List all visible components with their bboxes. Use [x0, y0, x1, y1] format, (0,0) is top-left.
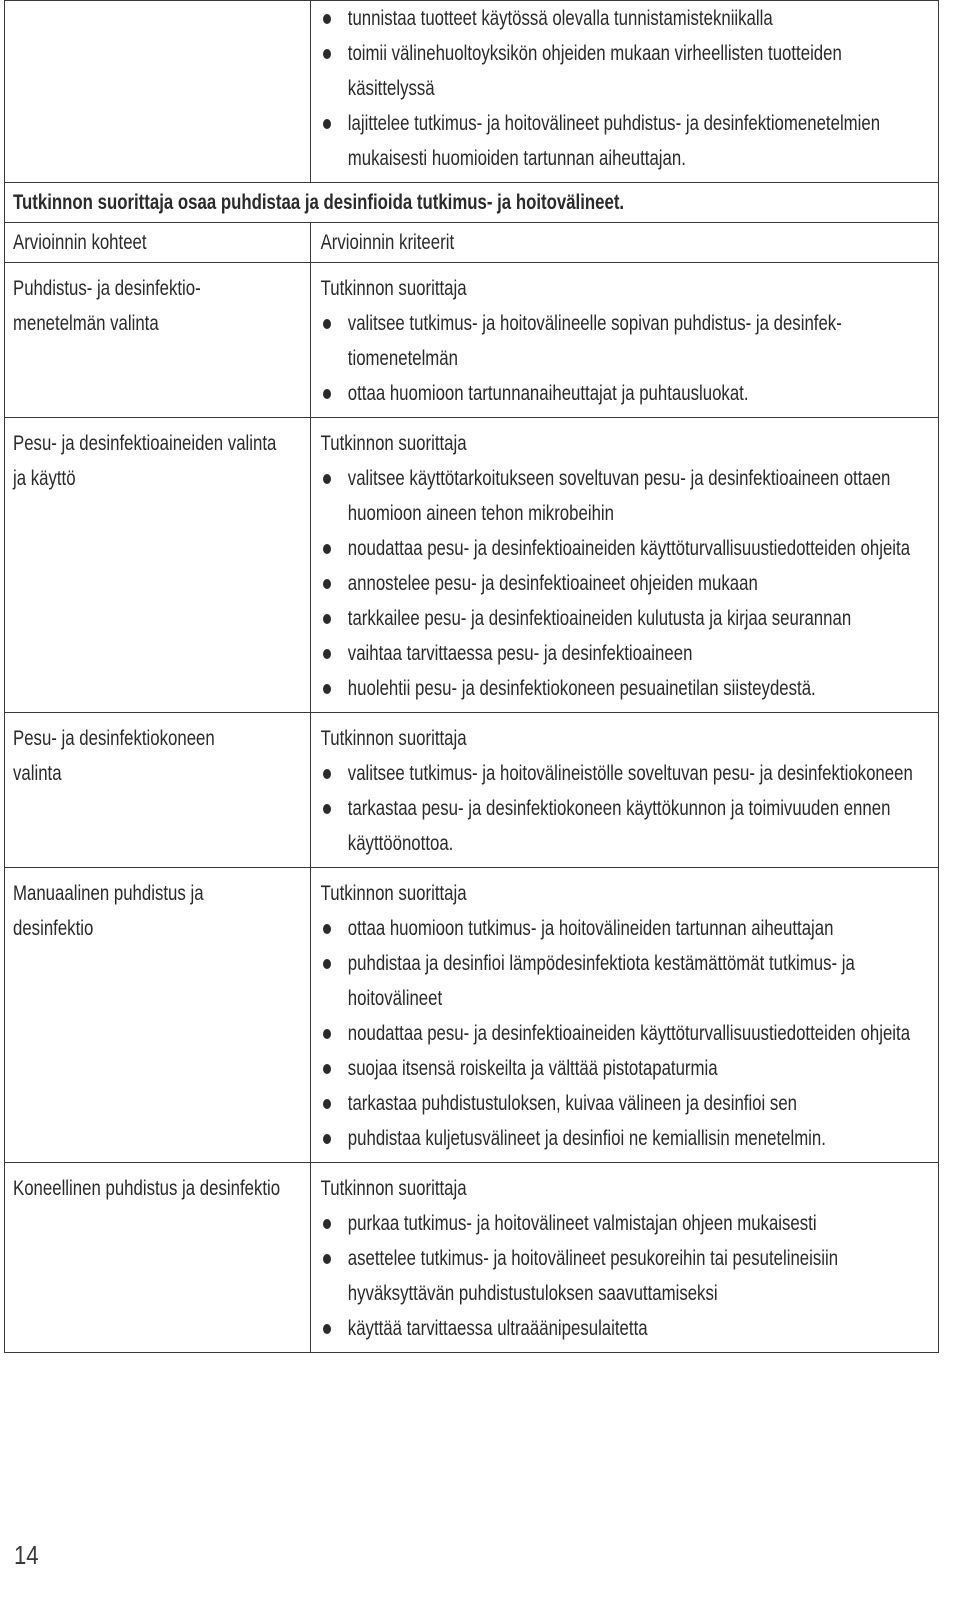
column-header-row	[5, 223, 939, 263]
list-item: noudattaa pesu- ja desinfektioaineiden käyttöturvallisuustiedotteiden ohjeita	[321, 1016, 933, 1051]
list-item: puhdistaa ja desinfioi lämpödesinfektiota kestämättömät tutkimus- ja hoitovälineet	[321, 946, 933, 1016]
criteria-list	[321, 306, 933, 411]
list-item: tarkastaa puhdistustuloksen, kuivaa välineen ja desinfioi sen	[321, 1086, 933, 1121]
criteria-list	[321, 461, 933, 706]
target-cell	[5, 263, 311, 418]
target-label: Manuaalinen puhdistus ja desinfektio	[13, 882, 204, 940]
target-label: Pesu- ja desinfektiokoneen valinta	[13, 727, 215, 785]
target-label: Koneellinen puhdistus ja desinfektio	[13, 1177, 281, 1200]
list-item: ottaa huomioon tutkimus- ja hoitovälineiden tartunnan aiheuttajan	[321, 911, 933, 946]
criteria-intro: Tutkinnon suorittaja	[320, 727, 467, 750]
list-item: valitsee käyttötarkoitukseen soveltuvan pesu- ja desinfektioaineen ottaen huomioon aineen tehon mikrobeihin	[321, 461, 933, 531]
continued-target-cell	[5, 1, 311, 183]
target-cell	[5, 713, 311, 868]
target-cell	[5, 418, 311, 713]
section-heading-cell	[5, 183, 939, 223]
continued-criteria-list	[321, 1, 933, 176]
section-heading-row	[5, 183, 939, 223]
continued-criteria-cell	[311, 1, 939, 183]
criteria-cell	[311, 868, 939, 1163]
criteria-list	[321, 756, 933, 861]
list-item: ottaa huomioon tartunnanaiheuttajat ja puhtausluokat.	[321, 376, 933, 411]
criteria-intro: Tutkinnon suorittaja	[320, 1177, 467, 1200]
table-row	[5, 418, 939, 713]
criteria-cell	[311, 1163, 939, 1353]
continued-row	[5, 1, 939, 183]
criteria-intro: Tutkinnon suorittaja	[320, 882, 467, 905]
criteria-intro: Tutkinnon suorittaja	[320, 432, 467, 455]
list-item: noudattaa pesu- ja desinfektioaineiden käyttöturvallisuustiedotteiden ohjeita	[321, 531, 933, 566]
column-header-targets: Arvioinnin kohteet	[13, 231, 147, 254]
list-item: tunnistaa tuotteet käytössä olevalla tunnistamistekniikalla	[321, 1, 933, 36]
table-row	[5, 1163, 939, 1353]
page-number: 14	[14, 1540, 39, 1570]
list-item: tarkkailee pesu- ja desinfektioaineiden kulutusta ja kirjaa seurannan	[321, 601, 933, 636]
criteria-intro: Tutkinnon suorittaja	[320, 277, 467, 300]
list-item: annostelee pesu- ja desinfektioaineet ohjeiden mukaan	[321, 566, 933, 601]
table-row	[5, 713, 939, 868]
table-row	[5, 263, 939, 418]
list-item: suojaa itsensä roiskeilta ja välttää pistotapaturmia	[321, 1051, 933, 1086]
section-heading: Tutkinnon suorittaja osaa puhdistaa ja desinfioida tutkimus- ja hoitovälineet.	[13, 191, 625, 214]
list-item: purkaa tutkimus- ja hoitovälineet valmistajan ohjeen mukaisesti	[321, 1206, 933, 1241]
assessment-table	[4, 0, 939, 1353]
table-row	[5, 868, 939, 1163]
target-label: Pesu- ja desinfektioaineiden valinta ja käyttö	[13, 432, 277, 490]
list-item: huolehtii pesu- ja desinfektiokoneen pesuainetilan siisteydestä.	[321, 671, 933, 706]
target-cell	[5, 1163, 311, 1353]
column-header-targets-cell	[5, 223, 311, 263]
criteria-list	[321, 1206, 933, 1346]
target-cell	[5, 868, 311, 1163]
criteria-cell	[311, 418, 939, 713]
list-item: valitsee tutkimus- ja hoitovälineelle sopivan puhdistus- ja desinfektiomenetelmän	[321, 306, 933, 376]
list-item: tarkastaa pesu- ja desinfektiokoneen käyttökunnon ja toimivuuden ennen käyttöönottoa.	[321, 791, 933, 861]
criteria-list	[321, 911, 933, 1156]
list-item: käyttää tarvittaessa ultraäänipesulaitetta	[321, 1311, 933, 1346]
list-item: asettelee tutkimus- ja hoitovälineet pesukoreihin tai pesutelineisiin hyväksyttävän puhdistustuloksen saavuttamiseksi	[321, 1241, 933, 1311]
criteria-cell	[311, 263, 939, 418]
list-item: toimii välinehuoltoyksikön ohjeiden mukaan virheellisten tuotteiden käsittelyssä	[321, 36, 933, 106]
column-header-criteria: Arvioinnin kriteerit	[320, 231, 455, 254]
list-item: puhdistaa kuljetusvälineet ja desinfioi ne kemiallisin menetelmin.	[321, 1121, 933, 1156]
list-item: lajittelee tutkimus- ja hoitovälineet puhdistus- ja desinfektiomenetelmien mukaisesti huomioiden tartunnan aiheuttajan.	[321, 106, 933, 176]
list-item: vaihtaa tarvittaessa pesu- ja desinfektioaineen	[321, 636, 933, 671]
target-label: Puhdistus- ja desinfektiomenetelmän valinta	[13, 277, 201, 335]
column-header-criteria-cell	[311, 223, 939, 263]
criteria-cell	[311, 713, 939, 868]
list-item: valitsee tutkimus- ja hoitovälineistölle soveltuvan pesu- ja desinfektiokoneen	[321, 756, 933, 791]
